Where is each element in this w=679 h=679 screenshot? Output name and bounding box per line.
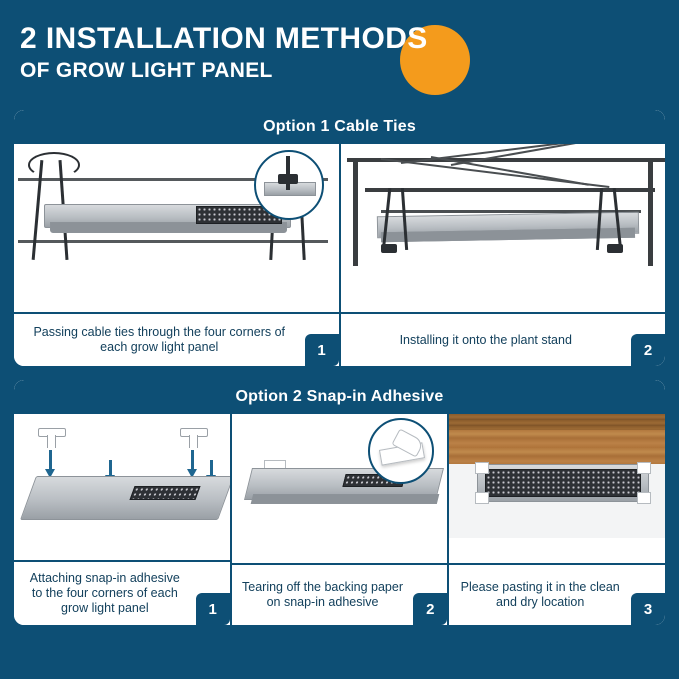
- option-2-step-1-number: 1: [196, 593, 230, 625]
- stand-leg-left: [353, 158, 358, 266]
- tie-head-left: [381, 244, 397, 253]
- illustration-paste-under-shelf: [449, 414, 665, 563]
- option-2-step-1-caption: Attaching snap-in adhesive to the four corners of each grow light panel: [14, 560, 230, 625]
- zoom-panel-edge: [264, 182, 316, 196]
- option-2-step-2-caption: Tearing off the backing paper on snap-in adhesive: [232, 563, 448, 625]
- option-1-step-2-number: 2: [631, 334, 665, 366]
- option-2-step-3-caption: Please pasting it in the clean and dry location: [449, 563, 665, 625]
- adhesive-pad-stem-1: [47, 435, 56, 448]
- adhesive-pad-stem-2: [189, 435, 198, 448]
- option-2-banner: Option 2 Snap-in Adhesive: [14, 380, 665, 414]
- grow-light-panel-top-view: [20, 476, 230, 520]
- option-1-step-2: [339, 144, 666, 366]
- option-1-step-1-number: 1: [305, 334, 339, 366]
- page-title: 2 INSTALLATION METHODS: [20, 22, 428, 55]
- header: [14, 0, 665, 110]
- illustration-attach-adhesive: [14, 414, 230, 560]
- adhesive-corner-top-left: [475, 462, 489, 474]
- option-1-step-2-caption: Installing it onto the plant stand: [341, 312, 666, 366]
- cable-tie-loop-left: [28, 152, 80, 178]
- adhesive-corner-top-right: [637, 462, 651, 474]
- arrow-stem-4: [210, 460, 213, 476]
- grow-light-panel-step2-edge: [250, 494, 438, 504]
- tie-head-right: [607, 244, 623, 253]
- option-1-step-1-caption: Passing cable ties through the four corners of each grow light panel: [14, 312, 339, 366]
- adhesive-corner-bottom-right: [637, 492, 651, 504]
- stand-frame-mid: [365, 188, 655, 192]
- led-diode-array-pasted: [485, 469, 641, 497]
- page-subtitle: OF GROW LIGHT PANEL: [20, 59, 273, 82]
- option-2-panel: [14, 380, 665, 625]
- option-2-step-2: [230, 414, 448, 625]
- arrow-stem-1: [49, 450, 52, 470]
- option-2-step-3-number: 3: [631, 593, 665, 625]
- led-diode-array-top: [129, 486, 200, 500]
- illustration-panel-on-plant-stand: [341, 144, 666, 312]
- zoom-detail-cable-tie: [254, 150, 324, 220]
- option-2-step-1: [14, 414, 230, 625]
- zoom-cable-tie: [286, 156, 290, 190]
- option-1-steps: [14, 144, 665, 366]
- option-1-banner: Option 1 Cable Ties: [14, 110, 665, 144]
- wooden-shelf-edge-top: [449, 414, 665, 430]
- arrow-stem-2: [191, 450, 194, 470]
- zoom-cable-tie-head: [278, 174, 298, 184]
- adhesive-corner-bottom-left: [475, 492, 489, 504]
- illustration-cable-ties-panel: [14, 144, 339, 312]
- arrow-stem-3: [109, 460, 112, 476]
- option-2-steps: [14, 414, 665, 625]
- zoom-detail-backing-paper: [368, 418, 434, 484]
- option-1-step-1: [14, 144, 339, 366]
- option-2-step-2-number: 2: [413, 593, 447, 625]
- stand-leg-right: [648, 158, 653, 266]
- option-1-panel: [14, 110, 665, 366]
- option-2-step-3: [447, 414, 665, 625]
- illustration-tear-backing-paper: [232, 414, 448, 563]
